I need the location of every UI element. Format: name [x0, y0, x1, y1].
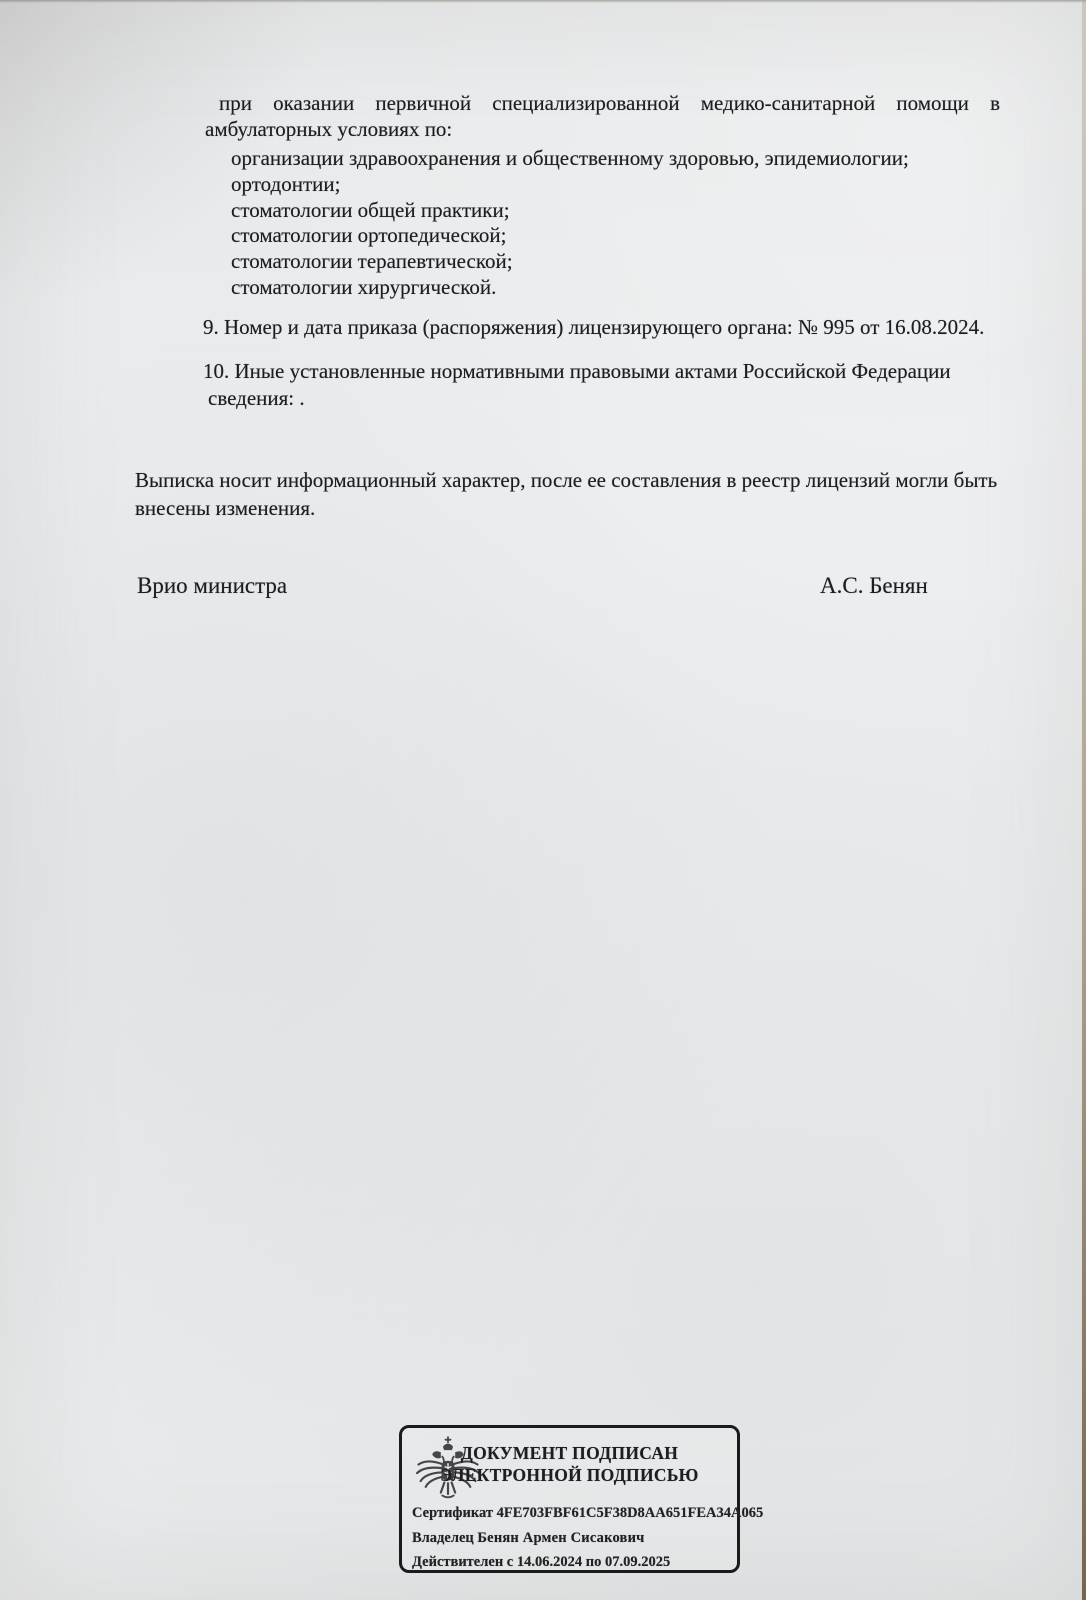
list-item: организации здравоохранения и общественному здоровью, эпидемиологии;: [231, 146, 909, 170]
intro-line-2: амбулаторных условиях по:: [205, 117, 453, 141]
note-line-2: внесены изменения.: [135, 496, 316, 520]
list-item: стоматологии общей практики;: [231, 197, 510, 222]
signatory-position: Врио министра: [137, 573, 288, 598]
clause-10-line-1: 10. Иные установленные нормативными правовыми актами Российской Федерации: [203, 359, 951, 383]
stamp-title: [402, 1442, 737, 1486]
list-item: стоматологии хирургической.: [231, 274, 497, 299]
stamp-title-line-1: ДОКУМЕНТ ПОДПИСАН: [460, 1443, 679, 1463]
stamp-fields: [412, 1501, 764, 1575]
list-item: ортодонтии;: [231, 171, 341, 196]
clause-10: [203, 358, 1013, 412]
intro-line-1: при оказании первичной специализированной медико-санитарной помощи в: [219, 91, 1000, 115]
specialties-list: [231, 146, 909, 301]
list-item: стоматологии ортопедической;: [231, 223, 507, 248]
certificate-number: 4FE703FBF61C5F38D8AA651FEA34A065: [496, 1505, 764, 1521]
digital-signature-stamp: [399, 1425, 764, 1573]
owner-name: Бенян Армен Сисакович: [477, 1529, 645, 1546]
signatory-name: А.С. Бенян: [820, 573, 928, 598]
owner-line: [412, 1526, 729, 1551]
note-line-1: Выписка носит информационный характер, после ее составления в реестр лицензий могли быть: [135, 468, 998, 492]
certificate-line: [412, 1501, 764, 1526]
validity-line: Действителен с 14.06.2024 по 07.09.2025: [412, 1554, 671, 1570]
intro-paragraph: [205, 90, 1000, 142]
clause-10-line-2: сведения: .: [208, 386, 305, 410]
stamp-title-line-2: ЭЛЕКТРОННОЙ ПОДПИСЬЮ: [440, 1465, 699, 1485]
list-item: стоматологии терапевтической;: [231, 249, 513, 274]
informational-note: [135, 466, 1015, 522]
owner-label: Владелец: [412, 1529, 474, 1546]
certificate-label: Сертификат: [412, 1505, 493, 1521]
clause-9: 9. Номер и дата приказа (распоряжения) лицензирующего органа: № 995 от 16.08.2024.: [203, 315, 985, 339]
